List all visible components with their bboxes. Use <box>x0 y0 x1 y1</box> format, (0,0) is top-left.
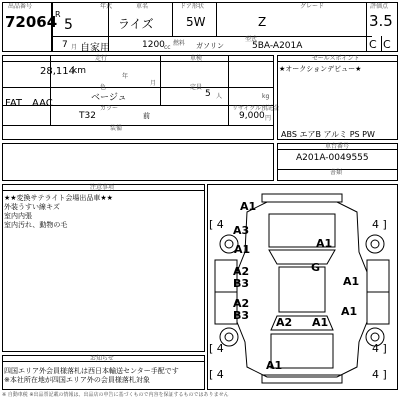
damage-mark: A1 <box>316 237 333 250</box>
prev-label: 前 <box>143 112 150 120</box>
capacity-value: 5 <box>205 89 211 99</box>
damage-mark: A1 <box>234 243 251 256</box>
corner-tag-rear-right: 4 ] <box>372 342 387 355</box>
capacity-unit: 人 <box>216 93 223 100</box>
doc-label: 書類 <box>330 169 343 176</box>
doors-value: 5W <box>186 15 206 29</box>
damage-mark: A1 <box>312 316 329 329</box>
color-value: ベージュ <box>91 93 127 103</box>
equipment-text: ABS エアB アルミ PS PW <box>281 130 375 139</box>
usage-value: 自家用 <box>80 43 110 54</box>
fine-print: ※ 自動車税 ※出品票記載の情報は、出品店の申告に基づくもので内容を保証するものではありません <box>2 392 229 398</box>
chassis-label: 車台番号 <box>325 143 350 150</box>
month-num: 7 <box>62 40 68 50</box>
footer-line: 四国エリア外会員様落札は西日本輸送センター手配です <box>4 367 179 375</box>
inspection-month-unit: 月 <box>150 80 157 87</box>
remarks-line: 外装うすい線キズ <box>4 203 60 211</box>
damage-mark: B3 <box>233 309 250 322</box>
year-num: 5 <box>64 17 73 33</box>
capacity-label: 定員 <box>190 84 203 91</box>
corner-tag-front-left: [ 4 <box>209 218 224 231</box>
displacement-value: 1200 <box>142 40 165 50</box>
damage-mark: A1 <box>341 305 358 318</box>
remarks-title: 注意事項 <box>90 184 115 191</box>
right-front-door <box>367 260 389 292</box>
make-label: 車名 <box>136 3 149 10</box>
damage-mark: A3 <box>233 224 250 237</box>
remarks-line: 室内内張 <box>4 212 32 220</box>
type-code: 5BA-A201A <box>252 41 303 51</box>
exterior-score: C <box>383 38 391 51</box>
footer-label: お知らせ <box>90 355 114 362</box>
recycle-amount: 9,000 <box>239 111 265 121</box>
damage-mark: A1 <box>343 275 360 288</box>
doors-label: ドア形状 <box>180 3 204 10</box>
chassis-number: A201A-0049555 <box>296 153 369 163</box>
damage-mark: A1 <box>266 359 283 372</box>
sales-point-text: ★オークションデビュー★ <box>279 65 362 73</box>
wheel-front-right <box>366 235 384 253</box>
interior-score: C <box>369 38 377 51</box>
damage-mark: G <box>311 261 321 274</box>
mileage-unit: km <box>72 66 86 76</box>
corner-tag-bottom-left: [ 4 <box>209 368 224 381</box>
fuel-label: 燃料 <box>173 40 186 47</box>
sales-point-label: セールスポイント <box>312 55 360 62</box>
score-label: 評価点 <box>370 3 389 10</box>
damage-mark: A2 <box>233 265 250 278</box>
lot-label: 出品番号 <box>8 3 33 10</box>
right-rear-door <box>367 292 389 324</box>
remarks-line: 室内汚れ、動物の毛 <box>4 221 68 229</box>
type-label: 型式 <box>245 36 258 43</box>
year-era: R <box>55 10 61 19</box>
front-bumper <box>262 194 342 202</box>
fuel-value: ガソリン <box>196 42 224 50</box>
corner-tag-front-right: 4 ] <box>372 218 387 231</box>
options-label: 装備 <box>110 125 123 132</box>
recycle-label: リサイクル預託金 <box>232 105 280 112</box>
color-label: 色 <box>100 84 107 91</box>
lot-number: 72064 <box>5 13 58 31</box>
transmission-value: FAT <box>5 98 23 109</box>
remarks-line: ★★変換サテライト会場出品車★★ <box>4 194 113 202</box>
model-name: ライズ <box>118 17 154 31</box>
load-unit: kg <box>262 93 270 100</box>
windshield-outline <box>269 250 335 264</box>
color-code-value: T32 <box>79 111 96 121</box>
mileage-label: 走行 <box>95 55 108 62</box>
grade-value: Z <box>258 15 267 29</box>
corner-tag-bottom-right: 4 ] <box>372 368 387 381</box>
notes-box <box>2 143 274 181</box>
overall-score: 3.5 <box>369 12 393 30</box>
inspection-year-unit: 年 <box>122 73 129 80</box>
inspection-label: 車検 <box>190 55 203 62</box>
cc-unit: cc <box>164 44 171 51</box>
ac-value: AAC <box>32 98 53 109</box>
color-code-label: カラー <box>100 105 119 112</box>
yen-unit: 円 <box>265 115 272 122</box>
month-unit: 月 <box>71 44 78 51</box>
damage-mark: A2 <box>233 297 250 310</box>
rear-bumper <box>262 375 342 383</box>
year-label: 年式 <box>100 3 113 10</box>
corner-tag-rear-left: [ 4 <box>209 342 224 355</box>
mileage-value: 28,114 <box>40 66 75 77</box>
grade-label: グレード <box>300 3 325 10</box>
damage-mark: B3 <box>233 277 250 290</box>
footer-line: ※本社所在地が四国エリア外の会員様落札対象 <box>4 376 150 384</box>
damage-mark: A1 <box>240 200 257 213</box>
car-outline <box>237 202 367 377</box>
damage-mark: A2 <box>276 316 293 329</box>
